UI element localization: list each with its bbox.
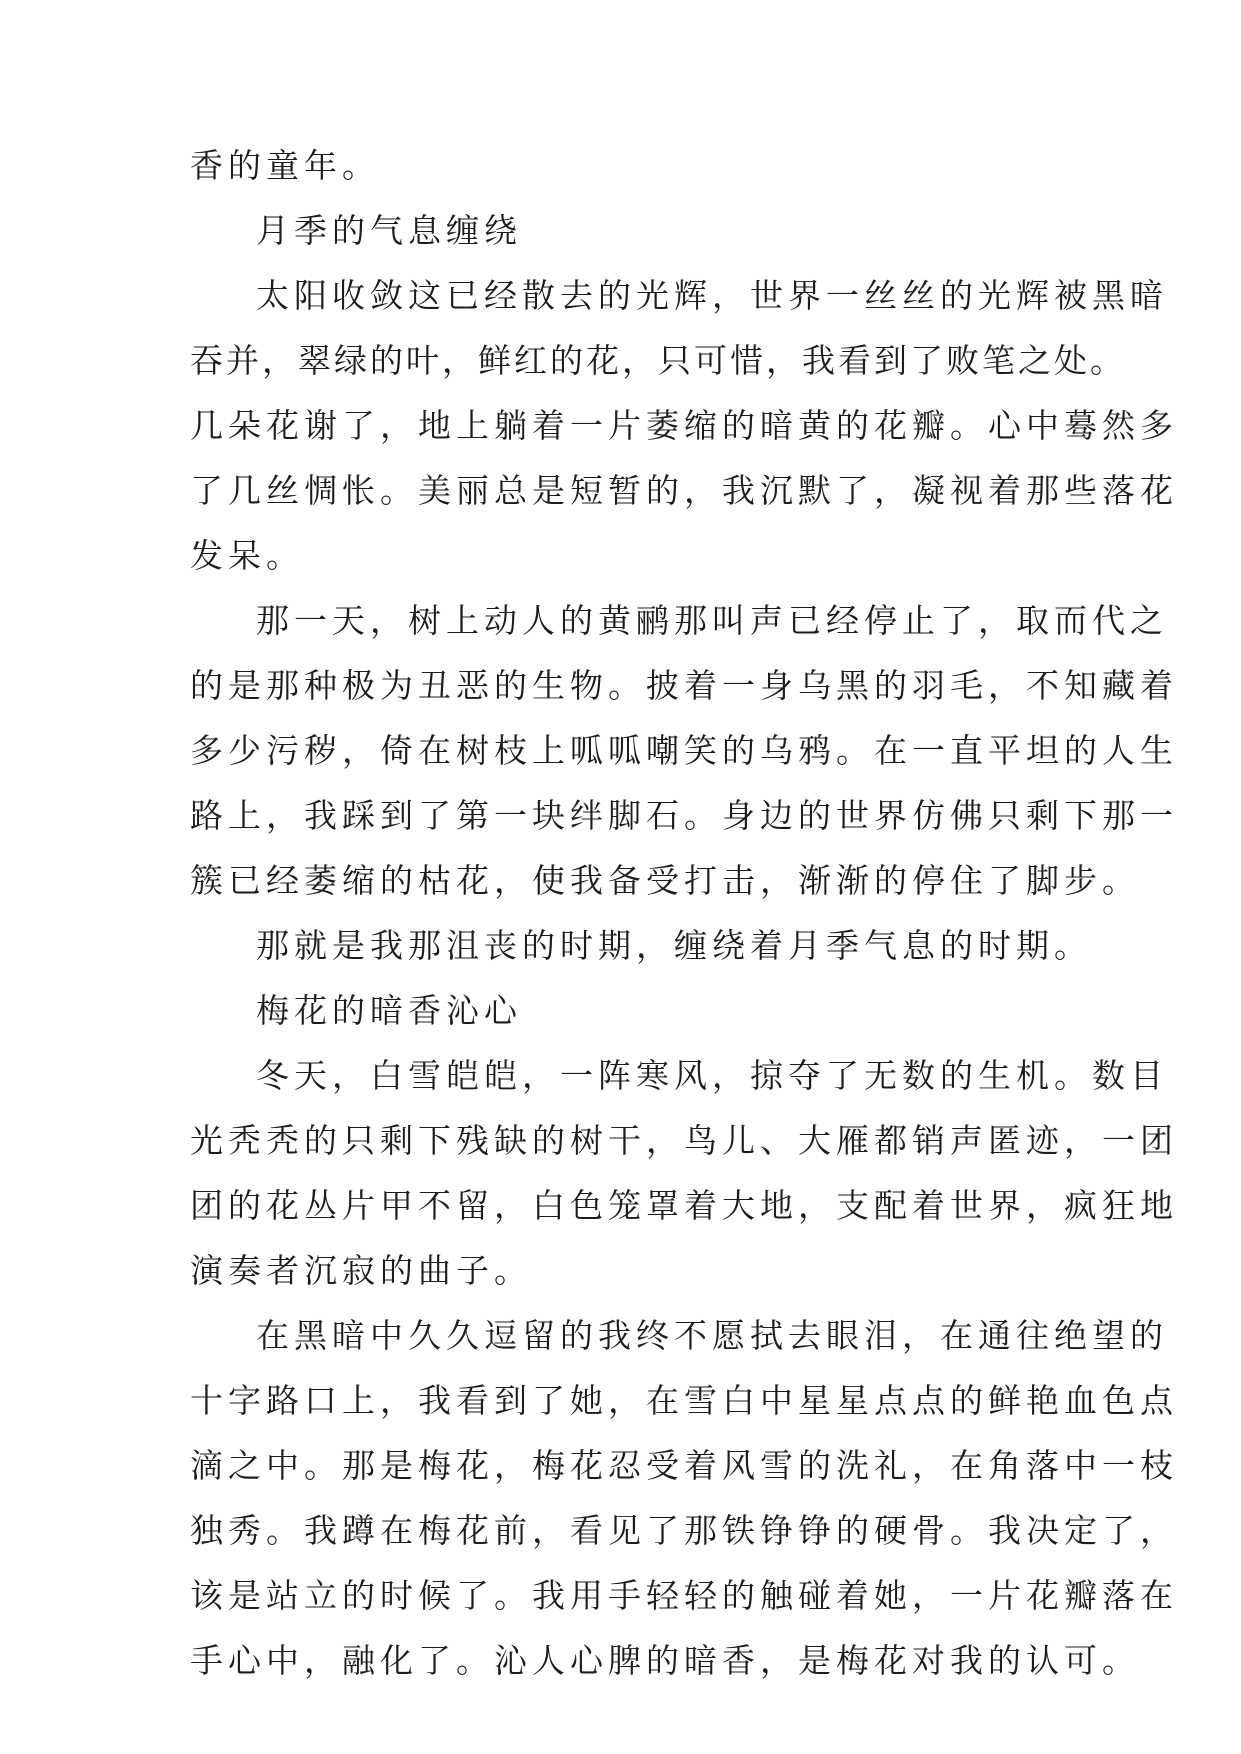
text-line: 滴之中。那是梅花，梅花忍受着风雪的洗礼，在角落中一枝 [190, 1446, 1178, 1485]
text-line: 在黑暗中久久逗留的我终不愿拭去眼泪，在通往绝望的 [256, 1316, 1168, 1355]
text-line: 香的童年。 [190, 146, 380, 185]
text-line: 发呆。 [190, 536, 304, 575]
text-line: 十字路口上，我看到了她，在雪白中星星点点的鲜艳血色点 [190, 1381, 1178, 1420]
text-line: 那就是我那沮丧的时期，缠绕着月季气息的时期。 [256, 926, 1092, 965]
section-heading: 月季的气息缠绕 [256, 211, 522, 250]
text-line: 冬天，白雪皑皑，一阵寒风，掠夺了无数的生机。数目 [256, 1056, 1168, 1095]
text-line: 团的花丛片甲不留，白色笼罩着大地，支配着世界，疯狂地 [190, 1186, 1178, 1225]
text-line: 了几丝惆怅。美丽总是短暂的，我沉默了，凝视着那些落花 [190, 471, 1178, 510]
text-line: 几朵花谢了，地上躺着一片萎缩的暗黄的花瓣。心中蓦然多 [190, 406, 1178, 445]
text-line: 路上，我踩到了第一块绊脚石。身边的世界仿佛只剩下那一 [190, 796, 1178, 835]
text-line: 太阳收敛这已经散去的光辉，世界一丝丝的光辉被黑暗 [256, 276, 1168, 315]
text-line: 多少污秽，倚在树枝上呱呱嘲笑的乌鸦。在一直平坦的人生 [190, 731, 1178, 770]
section-heading: 梅花的暗香沁心 [256, 991, 522, 1030]
text-line: 演奏者沉寂的曲子。 [190, 1251, 532, 1290]
text-line: 簇已经萎缩的枯花，使我备受打击，渐渐的停住了脚步。 [190, 861, 1140, 900]
text-line: 那一天，树上动人的黄鹂那叫声已经停止了，取而代之 [256, 601, 1168, 640]
text-line: 独秀。我蹲在梅花前，看见了那铁铮铮的硬骨。我决定了， [190, 1511, 1178, 1550]
text-line: 手心中，融化了。沁人心脾的暗香，是梅花对我的认可。 [190, 1641, 1140, 1680]
text-line: 的是那种极为丑恶的生物。披着一身乌黑的羽毛，不知藏着 [190, 666, 1178, 705]
text-line: 光秃秃的只剩下残缺的树干，鸟儿、大雁都销声匿迹，一团 [190, 1121, 1178, 1160]
text-line: 该是站立的时候了。我用手轻轻的触碰着她，一片花瓣落在 [190, 1576, 1178, 1615]
text-line: 吞并，翠绿的叶，鲜红的花，只可惜，我看到了败笔之处。 [190, 341, 1126, 380]
